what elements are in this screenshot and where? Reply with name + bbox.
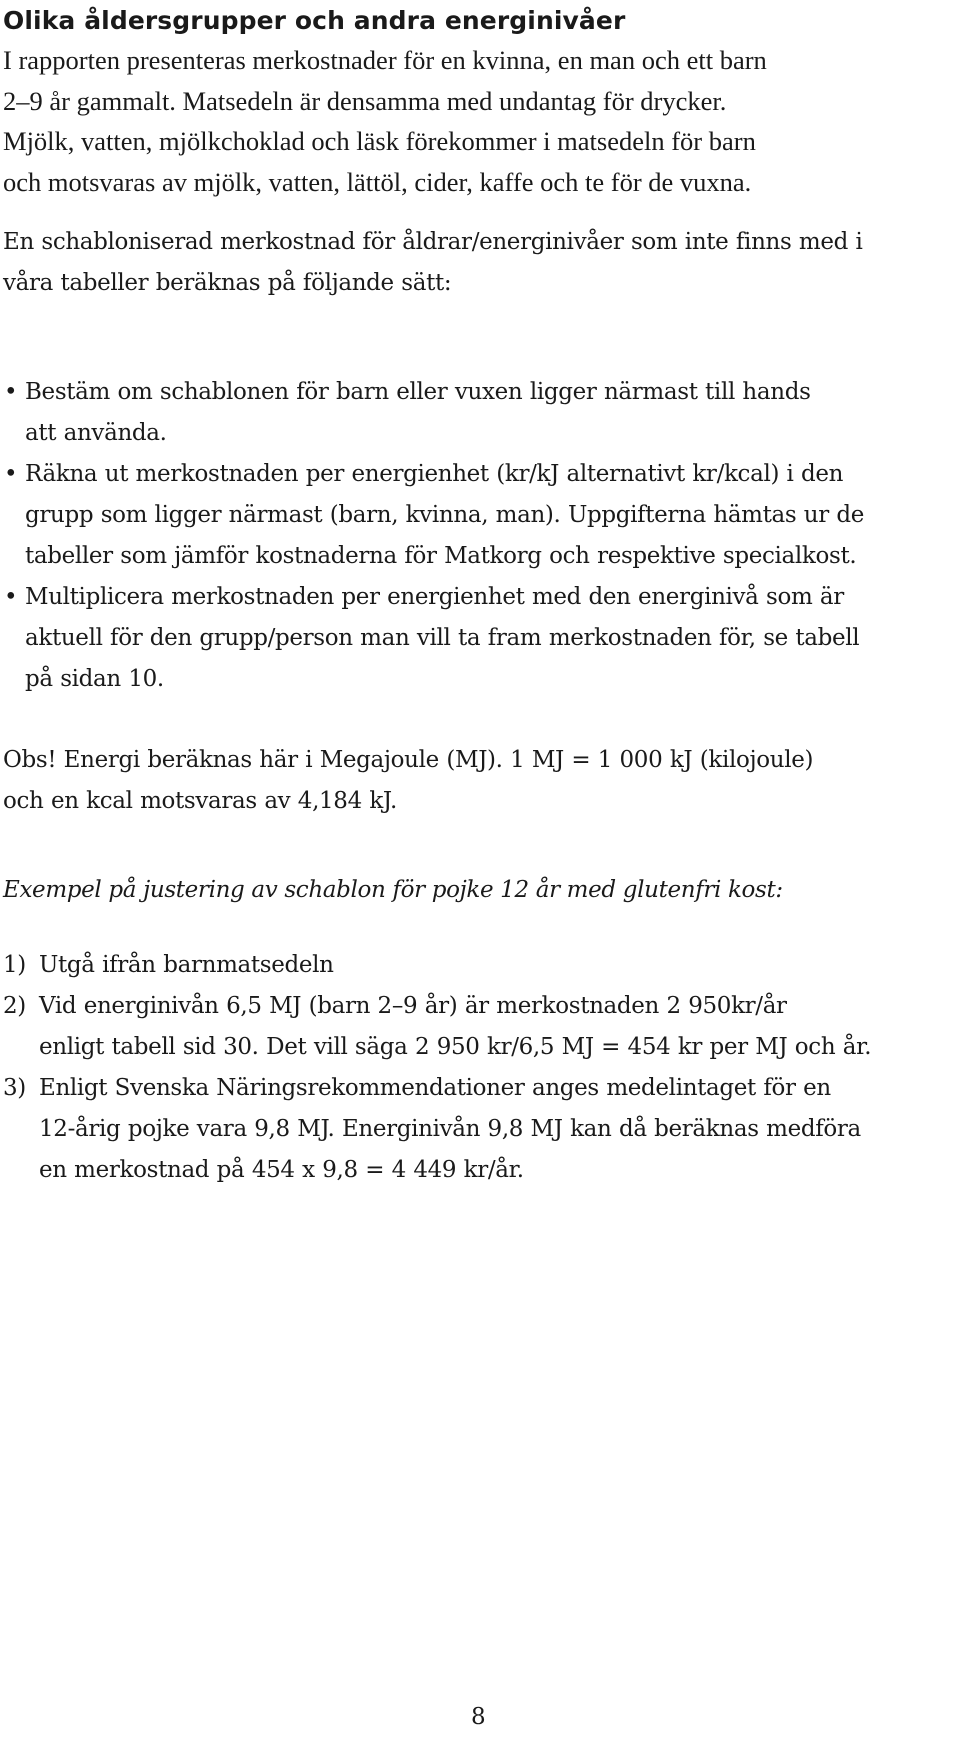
bullet-item: [3, 577, 864, 700]
bullet-line: Räkna ut merkostnaden per energienhet (kr/kJ alternativt kr/kcal) i den: [25, 461, 844, 487]
obs-line: och en kcal motsvaras av 4,184 kJ.: [3, 788, 397, 814]
bullet-line: grupp som ligger närmast (barn, kvinna, man). Uppgifterna hämtas ur de: [25, 502, 865, 528]
step-line: Vid energinivån 6,5 MJ (barn 2–9 år) är merkostnaden 2 950kr/år: [39, 993, 787, 1019]
page-number: 8: [471, 1704, 486, 1730]
bullet-item: [3, 454, 864, 577]
step-item: [3, 1068, 871, 1191]
step-line: 12-årig pojke vara 9,8 MJ. Energinivån 9,8 MJ kan då beräknas medföra: [39, 1116, 861, 1142]
intro-line: I rapporten presenteras merkostnader för en kvinna, en man och ett barn: [3, 45, 767, 75]
obs-paragraph: [3, 740, 813, 822]
method-line: våra tabeller beräknas på följande sätt:: [3, 270, 452, 296]
bullet-line: på sidan 10.: [25, 666, 164, 692]
bullet-line: tabeller som jämför kostnaderna för Matkorg och respektive specialkost.: [25, 543, 857, 569]
document-page: [3, 0, 958, 1743]
bullet-dot: •: [4, 379, 18, 405]
method-paragraph: [3, 222, 862, 304]
intro-line: Mjölk, vatten, mjölkchoklad och läsk förekommer i matsedeln för barn: [3, 126, 756, 156]
step-line: Utgå ifrån barnmatsedeln: [39, 952, 334, 978]
bullet-item: [3, 372, 864, 454]
intro-line: och motsvaras av mjölk, vatten, lättöl, cider, kaffe och te för de vuxna.: [3, 166, 752, 197]
step-number: 1): [3, 952, 26, 978]
bullet-line: Bestäm om schablonen för barn eller vuxen ligger närmast till hands: [25, 379, 811, 405]
section-heading: Olika åldersgrupper och andra energinivåer: [3, 6, 626, 35]
bullet-line: aktuell för den grupp/person man vill ta fram merkostnaden för, se tabell: [25, 625, 860, 651]
obs-line: Obs! Energi beräknas här i Megajoule (MJ). 1 MJ = 1 000 kJ (kilojoule): [3, 747, 814, 773]
example-title: Exempel på justering av schablon för pojke 12 år med glutenfri kost:: [3, 877, 783, 903]
step-line: Enligt Svenska Näringsrekommendationer anges medelintaget för en: [39, 1075, 831, 1101]
step-item: [3, 986, 871, 1068]
intro-line: 2–9 år gammalt. Matsedeln är densamma med undantag för drycker.: [3, 85, 727, 116]
method-line: En schabloniserad merkostnad för åldrar/energinivåer som inte finns med i: [3, 229, 863, 255]
intro-paragraph: [3, 40, 767, 202]
method-bullet-list: [3, 372, 864, 700]
step-item: [3, 945, 871, 986]
bullet-line: att använda.: [25, 420, 167, 446]
step-number: 3): [3, 1075, 26, 1101]
step-number: 2): [3, 993, 26, 1019]
step-line: enligt tabell sid 30. Det vill säga 2 950 kr/6,5 MJ = 454 kr per MJ och år.: [39, 1034, 872, 1060]
bullet-dot: •: [4, 584, 18, 610]
bullet-dot: •: [4, 461, 18, 487]
step-line: en merkostnad på 454 x 9,8 = 4 449 kr/år.: [39, 1157, 524, 1183]
bullet-line: Multiplicera merkostnaden per energienhet med den energinivå som är: [25, 584, 844, 610]
example-steps-list: [3, 945, 871, 1191]
